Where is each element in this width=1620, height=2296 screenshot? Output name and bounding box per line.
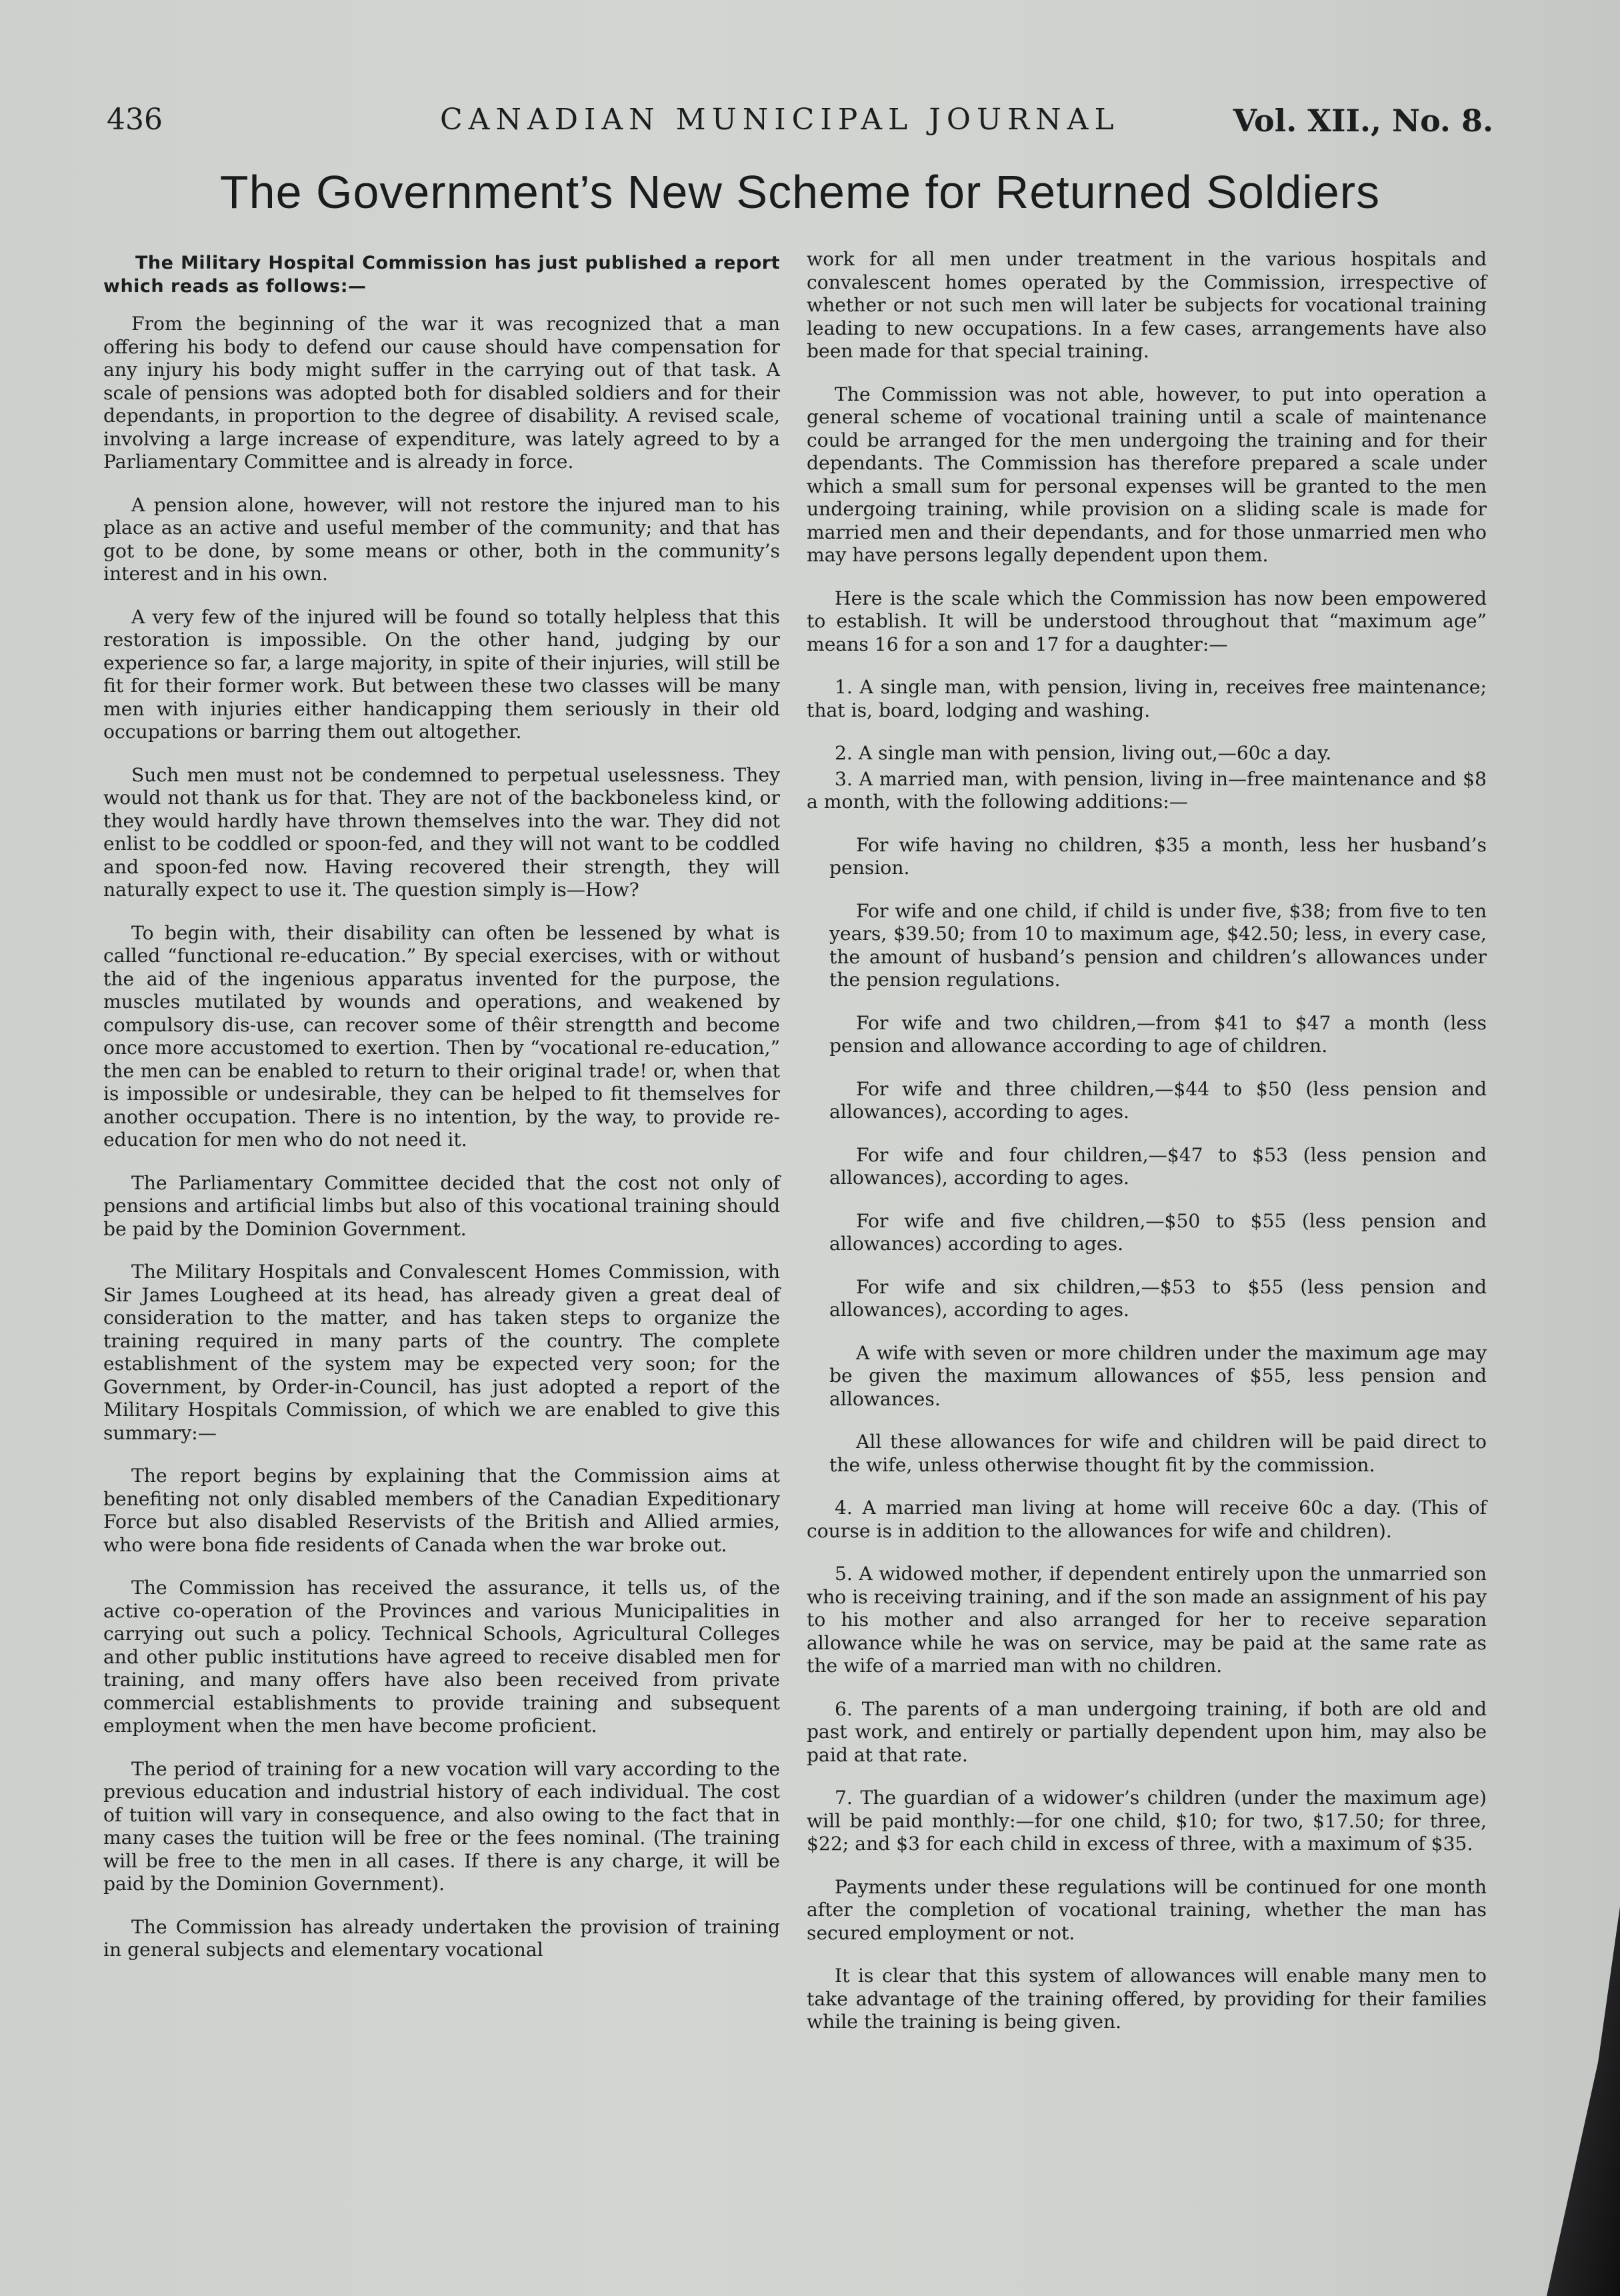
allowance-item: For wife having no children, $35 a month, less her husband’s pension.	[829, 833, 1487, 879]
scale-item: 6. The parents of a man undergoing training, if both are old and past work, and entirely or partially dependent upon him, may also be paid at that rate.	[807, 1697, 1487, 1766]
paragraph: Here is the scale which the Commission has now been empowered to establish. It will be understood throughout that “maximum age” means 16 for a son and 17 for a daughter:—	[807, 587, 1487, 655]
scale-item: 2. A single man with pension, living out,—60c a day.	[835, 742, 1332, 764]
allowance-item: All these allowances for wife and children will be paid direct to the wife, unless otherwise thought fit by the commission.	[829, 1431, 1487, 1476]
paragraph: The period of training for a new vocation will vary according to the previous education and industrial history of each individual. The cost of tuition will vary in consequence, and also owing to the fact that in many cases the tuition will be free or the fees nominal. (The training will be free to the men in all cases. If there is any charge, it will be paid by the Dominion Government).	[103, 1757, 780, 1895]
allowance-item: For wife and one child, if child is under five, $38; from five to ten years, $39.50; from 10 to maximum age, $42.50; less, in every case, the amount of husband’s pension and children’s allowances under the pension regulations.	[829, 899, 1487, 991]
paragraph: Such men must not be condemned to perpetual uselessness. They would not thank us for that. They are not of the backboneless kind, or they would hardly have thrown themselves into the war. They did not enlist to be coddled or spoon-fed, and they will not want to be coddled and spoon-fed now. Having recovered their strength, they will naturally expect to use it. The question simply is—How?	[103, 763, 780, 901]
volume-issue: Vol. XII., No. 8.	[1233, 103, 1493, 139]
paragraph: It is clear that this system of allowances will enable many men to take advantage of the training offered, by providing for their families while the training is being given.	[807, 1965, 1487, 2033]
journal-name: CANADIAN MUNICIPAL JOURNAL	[440, 103, 1120, 137]
allowance-item: A wife with seven or more children under the maximum age may be given the maximum allowances of $55, less pension and allowances.	[829, 1341, 1487, 1410]
paragraph: Payments under these regulations will be continued for one month after the completion of vocational training, whether the man has secured employment or not.	[807, 1875, 1487, 1944]
page-number: 436	[107, 103, 163, 137]
allowance-item: For wife and six children,—$53 to $55 (less pension and allowances), according to ages.	[829, 1275, 1487, 1321]
article-title: The Government’s New Scheme for Returned Soldiers	[219, 166, 1381, 218]
allowance-item: For wife and five children,—$50 to $55 (less pension and allowances) according to ages.	[829, 1209, 1487, 1255]
paragraph: The Commission has already undertaken the provision of training in general subjects and elementary vocational	[103, 1915, 780, 1961]
paragraph: To begin with, their disability can often be lessened by what is called “functional re-education.” By special exercises, with or without the aid of the ingenious apparatus invented for the purpose, the muscles mutilated by wounds and operations, and weakened by compulsory dis-use, can recover some of thêir strengtth and become once more accustomed to exertion. Then by “vocational re-education,” the men can be enabled to return to their original trade! or, when that is impossible or undesirable, they can be helped to fit themselves for another occupation. There is no intention, by the way, to provide re-education for men who do not need it.	[103, 921, 780, 1151]
paragraph: From the beginning of the war it was recognized that a man offering his body to defend our cause should have compensation for any injury his body might suffer in the carrying out of that task. A scale of pensions was adopted both for disabled soldiers and for their dependants, in proportion to the degree of disability. A revised scale, involving a large increase of expenditure, was lately agreed to by a Parliamentary Committee and is already in force.	[103, 313, 780, 473]
scale-item: 1. A single man, with pension, living in, receives free maintenance; that is, board, lodging and washing.	[807, 676, 1487, 721]
scale-item: 5. A widowed mother, if dependent entirely upon the unmarried son who is receiving training, and if the son made an assignment of his pay to his mother and also arranged for her to receive separation allowance while he was on service, may be paid at the same rate as the wife of a married man with no children.	[807, 1563, 1487, 1677]
paragraph: A pension alone, however, will not restore the injured man to his place as an active and useful member of the community; and that has got to be done, by some means or other, both in the community’s interest and in his own.	[103, 493, 780, 585]
allowance-item: For wife and two children,—from $41 to $47 a month (less pension and allowance according to age of children.	[829, 1011, 1487, 1057]
paragraph: A very few of the injured will be found so totally helpless that this restoration is impossible. On the other hand, judging by our experience so far, a large majority, in spite of their injuries, will still be fit for their former work. But between these two classes will be many men with injuries either handicapping them seriously in their old occupations or barring them out altogether.	[103, 605, 780, 743]
allowance-item: For wife and four children,—$47 to $53 (less pension and allowances), according to ages.	[829, 1143, 1487, 1189]
paragraph: The Commission was not able, however, to put into operation a general scheme of vocational training until a scale of maintenance could be arranged for the men undergoing the training and for their dependants. The Commission has therefore prepared a scale under which a small sum for personal expenses will be granted to the men undergoing training, while provision on a sliding scale is made for married men and their dependants, and for those unmarried men who may have persons legally dependent upon them.	[807, 383, 1487, 566]
running-header	[107, 99, 1493, 145]
right-column	[807, 248, 1487, 2054]
paragraph: The Military Hospitals and Convalescent Homes Commission, with Sir James Lougheed at its head, has already given a great deal of consideration to the matter, and has taken steps to organize the training required in many parts of the country. The complete establishment of the system may be expected very soon; for the Government, by Order-in-Council, has just adopted a report of the Military Hospitals Commission, of which we are enabled to give this summary:—	[103, 1261, 780, 1444]
left-column	[103, 252, 780, 1982]
paragraph: The Commission has received the assurance, it tells us, of the active co-operation of the Provinces and various Municipalities in carrying out such a policy. Technical Schools, Agricultural Colleges and other public institutions have agreed to receive disabled men for training, and many offers have also been received from private commercial establishments to provide training and subsequent employment when the men have become proficient.	[103, 1577, 780, 1737]
paragraph: The report begins by explaining that the Commission aims at benefiting not only disabled members of the Canadian Expeditionary Force but also disabled Reservists of the British and Allied armies, who were bona fide residents of Canada when the war broke out.	[103, 1465, 780, 1556]
paragraph: work for all men under treatment in the various hospitals and convalescent homes operated by the Commission, irrespective of whether or not such men will later be subjects for vocational training leading to new occupations. In a few cases, arrangements have also been made for that special training.	[807, 248, 1487, 362]
scale-item: 4. A married man living at home will receive 60c a day. (This of course is in addition to the allowances for wife and children).	[807, 1497, 1487, 1542]
scale-item: 3. A married man, with pension, living in—free maintenance and $8 a month, with the following additions:—	[807, 767, 1487, 813]
intro-paragraph: The Military Hospital Commission has just published a report which reads as follows:—	[103, 253, 780, 297]
page-edge-shadow	[1547, 1907, 1620, 2296]
scale-item: 7. The guardian of a widower’s children (under the maximum age) will be paid monthly:—for one child, $10; for two, $17.50; for three, $22; and $3 for each child in excess of three, with a maximum of $35.	[807, 1787, 1487, 1855]
paragraph: The Parliamentary Committee decided that the cost not only of pensions and artificial limbs but also of this vocational training should be paid by the Dominion Government.	[103, 1171, 780, 1240]
allowance-item: For wife and three children,—$44 to $50 (less pension and allowances), according to ages.	[829, 1077, 1487, 1123]
